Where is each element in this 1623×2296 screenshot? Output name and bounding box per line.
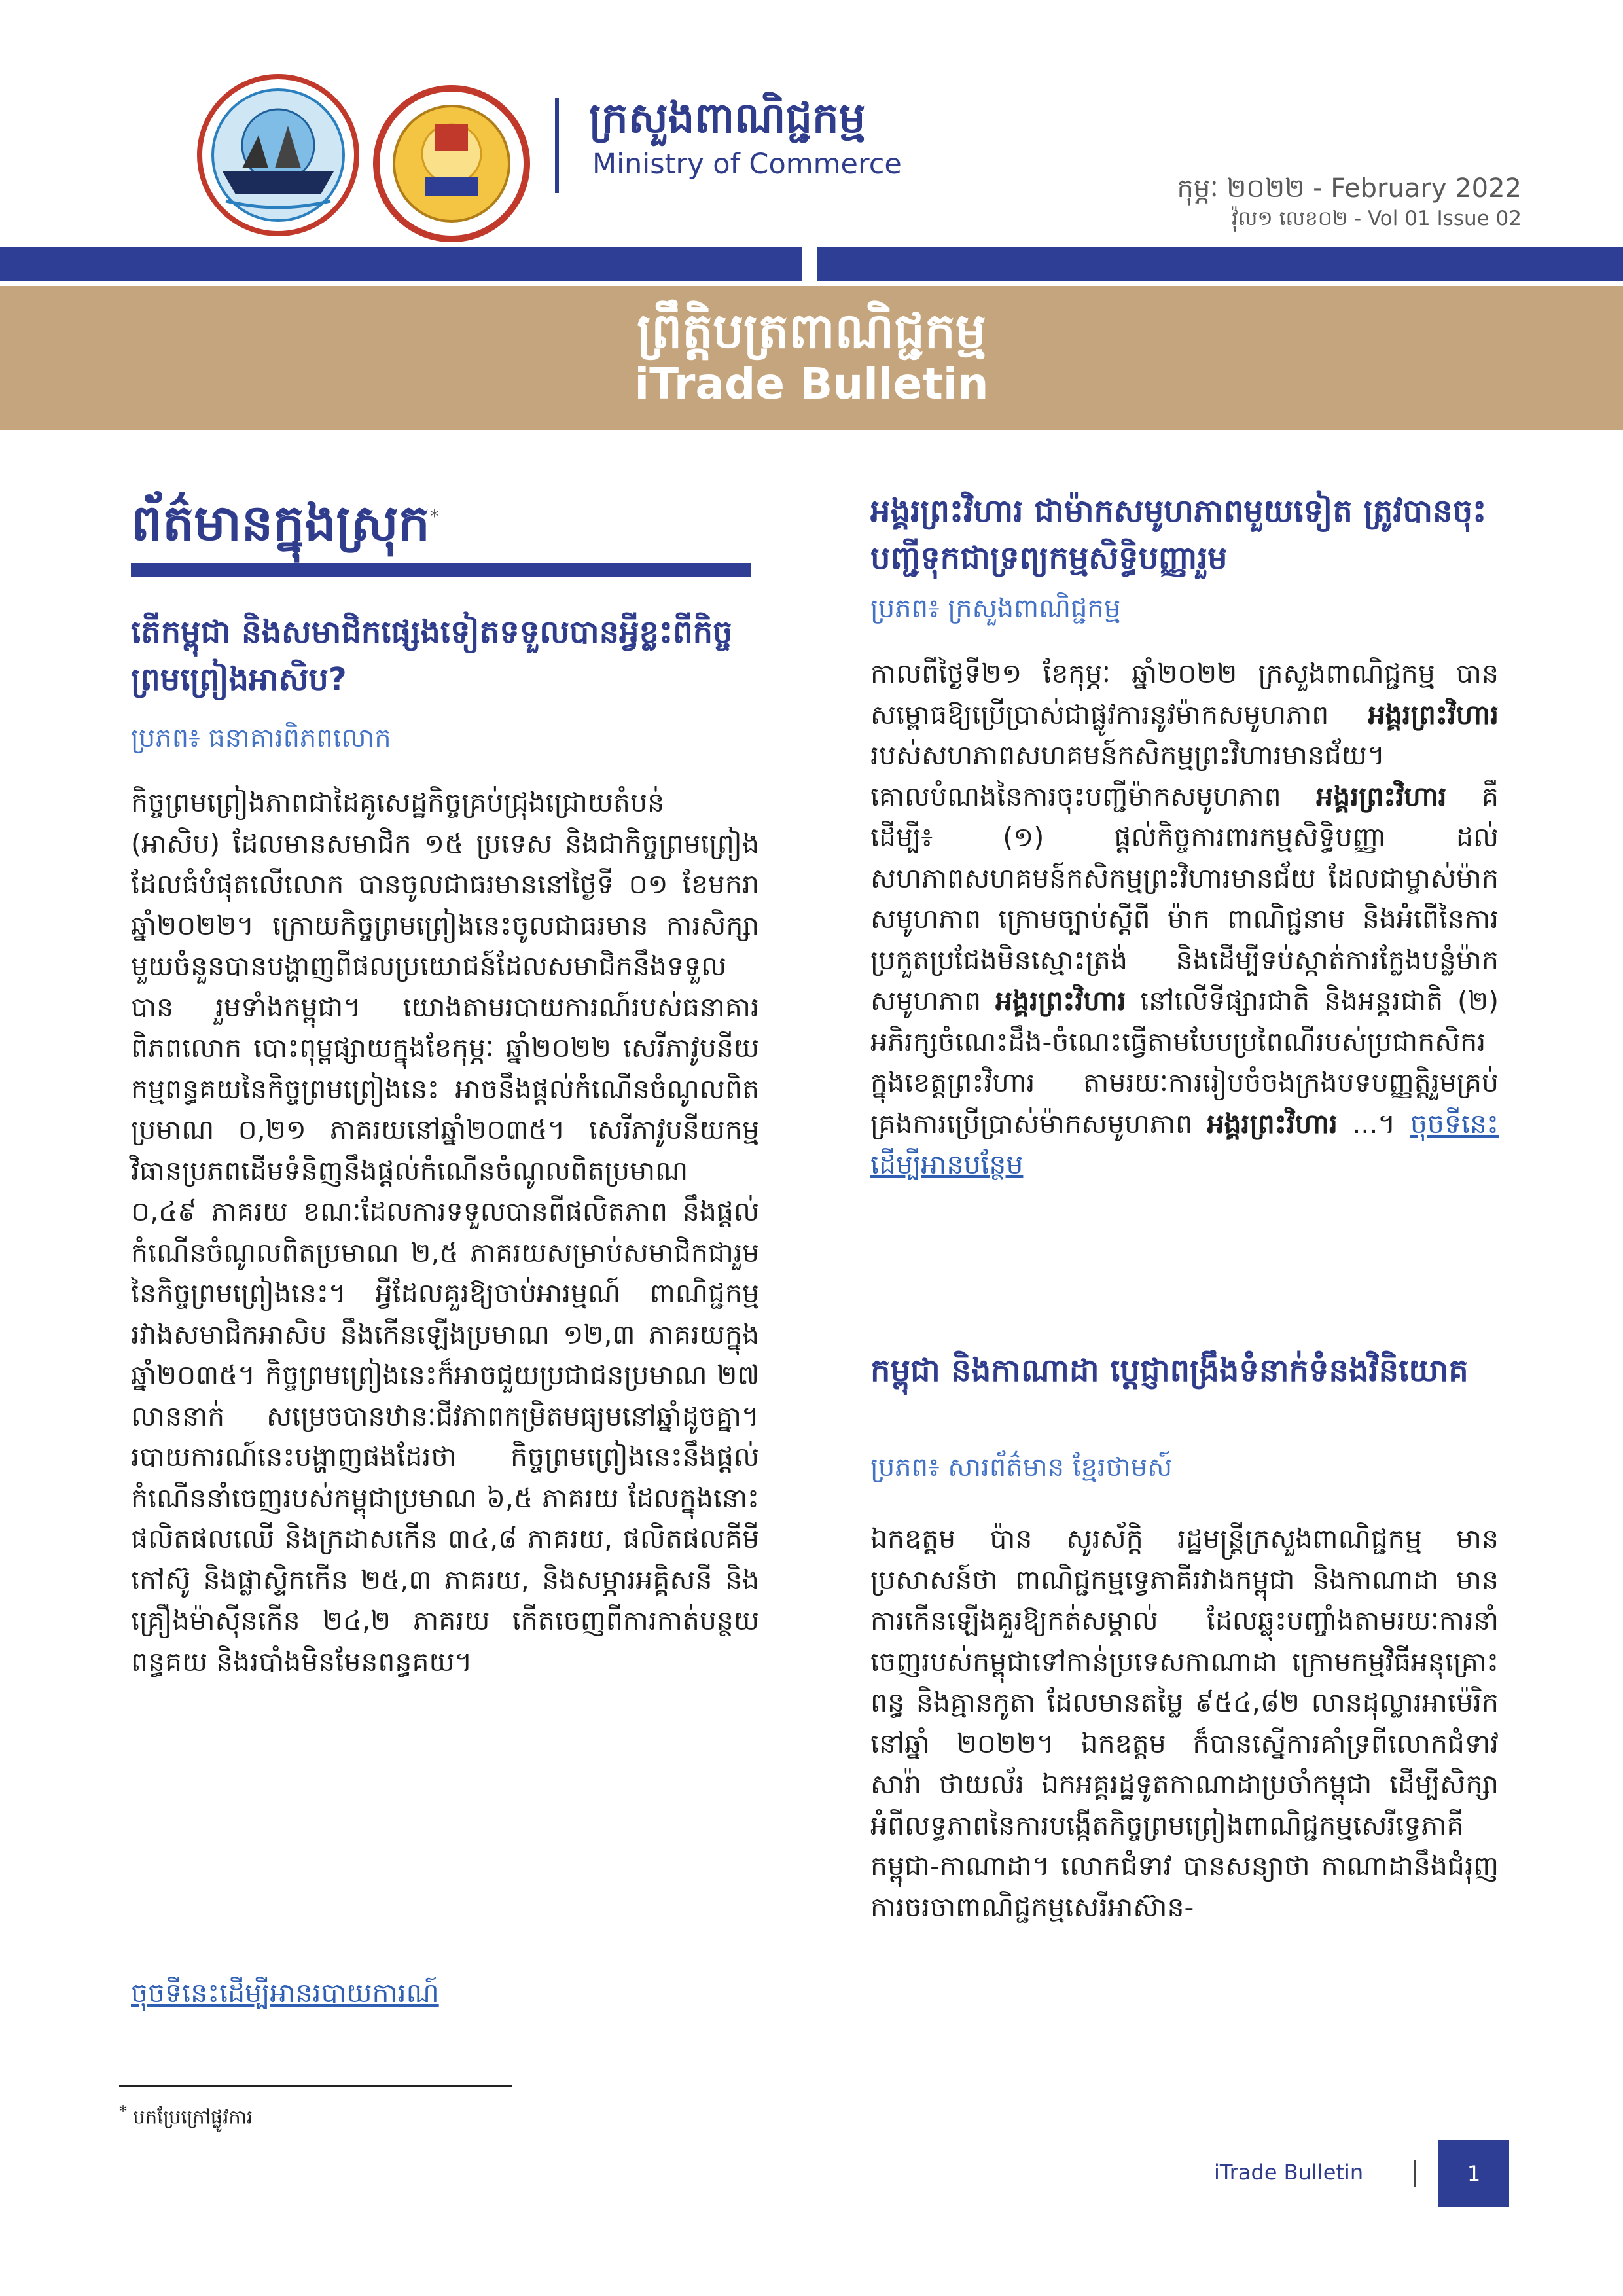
article-body-cambodia-canada: ឯកឧត្តម ប៉ាន សូរស័ក្តិ រដ្ឋមន្ត្រីក្រសួងពាណិជ្ជកម្ម មានប្រសាសន៍ថា ពាណិជ្ជកម្មទ្វេភាគីរវាងកម្ពុជា និងកាណាដា មានការកើនឡើងគួរឱ្យកត់សម្គាល់ ដែលឆ្លុះបញ្ចាំងតាមរយៈការនាំចេញរបស់កម្ពុជាទៅកាន់ប្រទេសកាណាដា ក្រោមកម្មវិធីអនុគ្រោះពន្ធ និងគ្មានកូតា ដែលមានតម្លៃ ៩៥៤,៨២ លានដុល្លារអាម៉េរិកនៅឆ្នាំ ២០២២។ ឯកឧត្តម ក៏បានស្នើការគាំទ្រពីលោកជំទាវ សារ៉ា ថាយល័រ ឯកអគ្គរដ្ឋទូតកាណាដាប្រចាំកម្ពុជា ដើម្បីសិក្សាអំពីលទ្ធភាពនៃការបង្កើតកិច្ចព្រមព្រៀងពាណិជ្ជកម្មសេរីទ្វេភាគីកម្ពុជា-កាណាដា។ លោកជំទាវ បានសន្យាថា កាណាដានឹងជំរុញការចរចាពាណិជ្ជកម្មសេរីអាស៊ាន- [870,1523,1499,1923]
article-body-rcep: កិច្ចព្រមព្រៀងភាពជាដៃគូសេដ្ឋកិច្ចគ្រប់ជ្រុងជ្រោយតំបន់ (អាសិប) ដែលមានសមាជិក ១៥ ប្រទេស និងជាកិច្ចព្រមព្រៀងដែលធំបំផុតលើលោក បានចូលជាធរមាននៅថ្ងៃទី ០១ ខែមករា ឆ្នាំ២០២២។ ក្រោយកិច្ចព្រមព្រៀងនេះចូលជាធរមាន ការសិក្សាមួយចំនួនបានបង្ហាញពីផលប្រយោជន៍ដែលសមាជិកនឹងទទួលបាន រួមទាំងកម្ពុជា។ យោងតាមរបាយការណ៍របស់ធនាគារពិភពលោក បោះពុម្ពផ្សាយក្នុងខែកុម្ភៈ ឆ្នាំ២០២២ សេរីភាវូបនីយកម្មពន្ធគយនៃកិច្ចព្រមព្រៀងនេះ អាចនឹងផ្ដល់កំណើនចំណូលពិតប្រមាណ ០,២១ ភាគរយនៅឆ្នាំ២០៣៥។ សេរីភាវូបនីយកម្មវិធានប្រភពដើមទំនិញនឹងផ្តល់កំណើនចំណូលពិតប្រមាណ ០,៤៩ ភាគរយ ខណៈដែលការទទួលបានពីផលិតភាព នឹងផ្តល់កំណើនចំណូលពិតប្រមាណ ២,៥ ភាគរយសម្រាប់សមាជិកជារួមនៃកិច្ចព្រមព្រៀងនេះ។ អ្វីដែលគួរឱ្យចាប់អារម្មណ៍ ពាណិជ្ជកម្មរវាងសមាជិកអាសិប នឹងកើនឡើងប្រមាណ ១២,៣ ភាគរយក្នុងឆ្នាំ២០៣៥។ កិច្ចព្រមព្រៀងនេះក៏អាចជួយប្រជាជនប្រមាណ ២៧ លាននាក់ សម្រេចបានឋានៈជីវភាពកម្រិតមធ្យមនៅឆ្នាំដូចគ្នា។ របាយការណ៍នេះបង្ហាញផងដែរថា កិច្ចព្រមព្រៀងនេះនឹងផ្តល់កំណើននាំចេញរបស់កម្ពុជាប្រមាណ ៦,៥ ភាគរយ ដែលក្នុងនោះ ផលិតផលឈើ និងក្រដាសកើន ៣៤,៨ ភាគរយ, ផលិតផលគីមី កៅស៊ូ និងផ្លាស្ទិកកើន ២៥,៣ ភាគរយ, និងសម្ភារអគ្គិសនី និងគ្រឿងម៉ាស៊ីនកើន ២៤,២ ភាគរយ កើតចេញពីការកាត់បន្ថយពន្ធគយ និងរបាំងមិនមែនពន្ធគយ។ [131,787,759,1677]
article-source-rcep: ប្រភព៖ ធនាគារពិភពលោក [131,723,391,753]
footer-label: iTrade Bulletin [1214,2160,1364,2185]
footnote-marker: * [429,505,439,528]
article-source-cambodia-canada: ប្រភព៖ សារព័ត៌មាន ខ្មែរថាមស៍ [870,1452,1173,1482]
footnote-rule [119,2085,512,2087]
bulletin-title-english: iTrade Bulletin [634,359,989,409]
bulletin-title-khmer: ព្រឹត្តិបត្រពាណិជ្ជកម្ម [637,303,986,359]
ministry-name-khmer: ក្រសួងពាណិជ្ជកម្ម [589,94,866,143]
article-headline-angkor-preah-vihear: អង្គរព្រះវិហារ ជាម៉ាកសមូហភាពមួយទៀត ត្រូវបានចុះបញ្ជីទុកជាទ្រព្យកម្មសិទ្ធិបញ្ញារួម [870,493,1487,577]
footnote: * បកប្រែក្រៅផ្លូវការ [119,2102,253,2128]
header-divider [555,98,559,193]
page-number: 1 [1438,2140,1509,2207]
article-source-angkor-preah-vihear: ប្រភព៖ ក្រសួងពាណិជ្ជកម្ម [870,594,1121,624]
article-headline-rcep: តើកម្ពុជា និងសមាជិកផ្សេងទៀតទទួលបានអ្វីខ្លះពីកិច្ចព្រមព្រៀងអាសិប? [131,614,733,698]
footer-separator [1414,2160,1416,2187]
issue-date: កុម្ភៈ ២០២២ - February 2022 [1177,173,1522,204]
read-more-link[interactable]: ចុចទីនេះដើម្បីអានបន្ថែម [870,1107,1499,1180]
training-institute-seal-logo [373,85,530,242]
issue-volume: វ៉ុល១ លេខ០២ - Vol 01 Issue 02 [1231,207,1522,230]
read-report-link[interactable]: ចុចទីនេះដើម្បីអានរបាយការណ៍ [131,1977,439,2009]
article-headline-cambodia-canada: កម្ពុជា និងកាណាដា ប្តេជ្ញាពង្រឹងទំនាក់ទំនងវិនិយោគ [870,1352,1469,1389]
header-band-right [817,247,1623,281]
section-title: ព័ត៌មានក្នុងស្រុក* [131,493,439,552]
ministry-seal-logo [196,73,360,237]
header-band-left [0,247,802,281]
section-rule [131,563,751,577]
ministry-name-english: Ministry of Commerce [592,148,902,181]
article-body-angkor-preah-vihear: កាលពីថ្ងៃទី២១ ខែកុម្ភៈ ឆ្នាំ២០២២ ក្រសួងពាណិជ្ជកម្ម បានសម្ពោធឱ្យប្រើប្រាស់ជាផ្លូវការនូវម៉ាកសមូហភាព អង្គរព្រះវិហារ របស់សហភាពសហគមន៍កសិកម្មព្រះវិហារមានជ័យ។ គោលបំណងនៃការចុះបញ្ជីម៉ាកសមូហភាព អង្គរព្រះវិហារ គឺដើម្បី៖ (១) ផ្តល់កិច្ចការពារកម្មសិទ្ធិបញ្ញា ដល់សហភាពសហគមន៍កសិកម្មព្រះវិហារមានជ័យ ដែលជាម្ចាស់ម៉ាកសមូហភាព ក្រោមច្បាប់ស្តីពី ម៉ាក ពាណិជ្ជនាម និងអំពើនៃការប្រកួតប្រជែងមិនស្មោះត្រង់ និងដើម្បីទប់ស្កាត់ការក្លែងបន្លំម៉ាកសមូហភាព អង្គរព្រះវិហារ នៅលើទីផ្សារជាតិ និងអន្តរជាតិ (២) អភិរក្សចំណេះដឹង-ចំណេះធ្វើតាមបែបប្រពៃណីរបស់ប្រជាកសិករក្នុងខេត្តព្រះវិហារ តាមរយៈការរៀបចំចងក្រងបទបញ្ញត្តិរួមគ្រប់គ្រងការប្រើប្រាស់ម៉ាកសមូហភាព អង្គរព្រះវិហារ ...។ ចុចទីនេះដើម្បីអានបន្ថែម [870,658,1499,1180]
